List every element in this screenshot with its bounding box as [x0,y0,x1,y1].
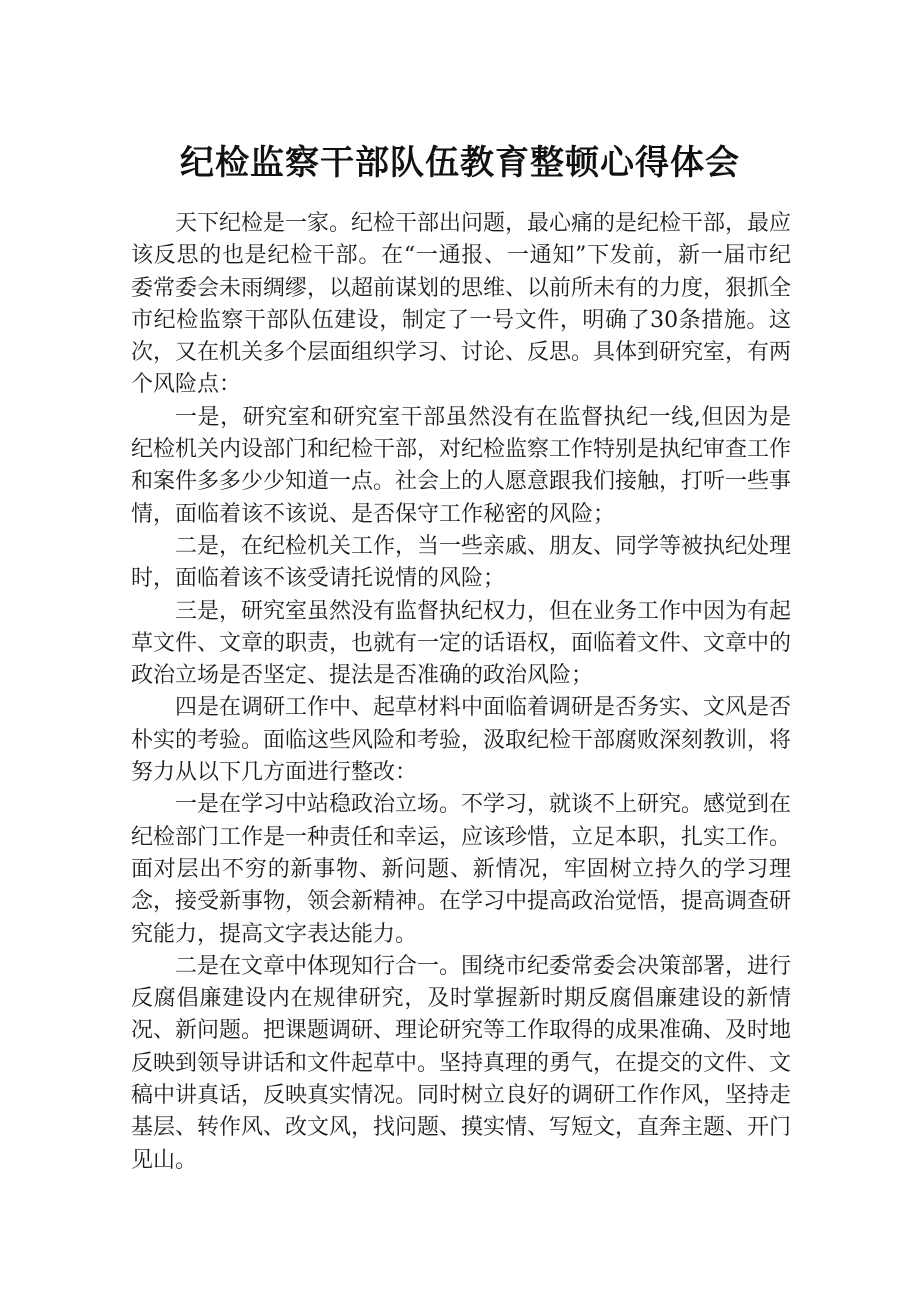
paragraph: 四是在调研工作中、起草材料中面临着调研是否务实、文风是否朴实的考验。面临这些风险和考验，汲取纪检干部腐败深刻教训，将努力从以下几方面进行整改： [131,695,792,786]
paragraph: 二是，在纪检机关工作，当一些亲戚、朋友、同学等被执纪处理时，面临着该不该受请托说情的风险； [131,533,792,592]
paragraph: 一是，研究室和研究室干部虽然没有在监督执纪一线,但因为是纪检机关内设部门和纪检干部，对纪检监察工作特别是执纪审查工作和案件多多少少知道一点。社会上的人愿意跟我们接触，打听一些事情，面临着该不该说、是否保守工作秘密的风险； [131,404,792,527]
paragraph: 天下纪检是一家。纪检干部出问题，最心痛的是纪检干部，最应该反思的也是纪检干部。在“一通报、一通知”下发前，新一届市纪委常委会未雨绸缪，以超前谋划的思维、以前所未有的力度，狠抓全市纪检监察干部队伍建设，制定了一号文件，明确了30条措施。这次，又在机关多个层面组织学习、讨论、反思。具体到研究室，有两个风险点： [131,211,792,398]
paragraph: 一是在学习中站稳政治立场。不学习，就谈不上研究。感觉到在纪检部门工作是一种责任和幸运，应该珍惜，立足本职，扎实工作。面对层出不穷的新事物、新问题、新情况，牢固树立持久的学习理念，接受新事物，领会新精神。在学习中提高政治觉悟，提高调查研究能力，提高文字表达能力。 [131,792,792,947]
document-title: 纪检监察干部队伍教育整顿心得体会 [180,143,740,183]
paragraph: 三是，研究室虽然没有监督执纪权力，但在业务工作中因为有起草文件、文章的职责，也就有一定的话语权，面临着文件、文章中的政治立场是否坚定、提法是否准确的政治风险； [131,598,792,689]
document-body [131,208,791,1177]
paragraph: 二是在文章中体现知行合一。围绕市纪委常委会决策部署，进行反腐倡廉建设内在规律研究，及时掌握新时期反腐倡廉建设的新情况、新问题。把课题调研、理论研究等工作取得的成果准确、及时地反映到领导讲话和文件起草中。坚持真理的勇气，在提交的文件、文稿中讲真话，反映真实情况。同时树立良好的调研工作作风，坚持走基层、转作风、改文风，找问题、摸实情、写短文，直奔主题、开门见山。 [131,953,792,1173]
